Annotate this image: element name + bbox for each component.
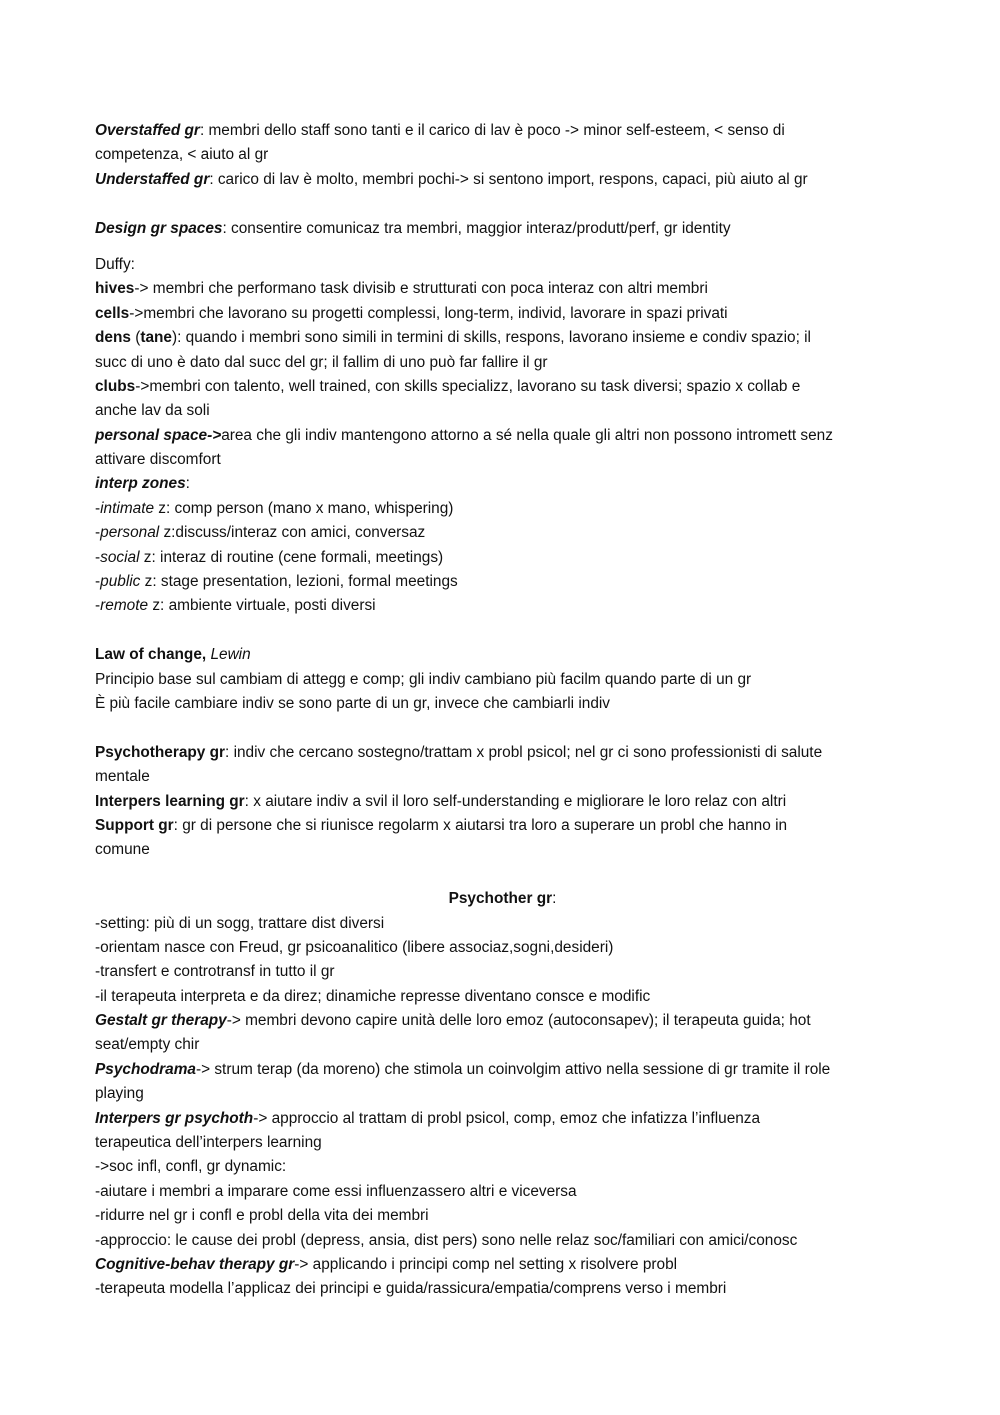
psychother-heading-colon: : — [552, 890, 557, 908]
interpers-psychoth-line-cont — [95, 1131, 910, 1155]
zone-item — [95, 497, 910, 521]
interpers-learning-term: Interpers learning gr — [95, 792, 245, 810]
interpers-learning-text: : x aiutare indiv a svil il loro self-understanding e migliorare le loro relaz con altri — [244, 792, 787, 810]
overstaffed-term: Overstaffed gr — [95, 122, 200, 139]
cbt-text: -> applicando i principi comp nel setting x risolvere probl — [294, 1255, 678, 1273]
dens-line — [95, 326, 910, 350]
zone-name: personal — [100, 524, 160, 542]
dens-text: ): quando i membri sono simili in termini di skills, respons, lavorano insieme e condiv spazio; il — [171, 329, 811, 347]
psychother-line: -il terapeuta interpreta e da direz; dinamiche represse diventano consce e modific — [95, 987, 651, 1005]
dens-paren: ( — [130, 329, 141, 347]
cbt-line — [95, 1253, 910, 1277]
blank-line — [95, 863, 910, 887]
overstaffed-text-cont: competenza, < aiuto al gr — [95, 146, 269, 164]
psychother-line: ->soc infl, confl, gr dynamic: — [95, 1158, 287, 1176]
interpers-psychoth-text-cont: terapeutica dell’interpers learning — [95, 1134, 322, 1152]
cells-line — [95, 302, 910, 326]
cells-text: ->membri che lavorano su progetti complessi, long-term, individ, lavorare in spazi privati — [129, 304, 728, 322]
blank-line — [95, 716, 910, 740]
zone-prefix: - — [95, 573, 101, 591]
support-gr-text-cont: comune — [95, 841, 150, 859]
personal-space-line-cont — [95, 448, 910, 472]
psychother-line: -ridurre nel gr i confl e probl della vita dei membri — [95, 1207, 429, 1225]
psychotherapy-gr-text-cont: mentale — [95, 768, 150, 786]
interpers-psychoth-line — [95, 1107, 910, 1131]
zone-item — [95, 570, 910, 594]
dens-line-cont — [95, 351, 910, 375]
hives-line — [95, 277, 910, 301]
interpers-learning-line — [95, 790, 910, 814]
psychotherapy-gr-line-cont — [95, 765, 910, 789]
clubs-line — [95, 375, 910, 399]
design-term: Design gr spaces — [95, 219, 223, 237]
interp-zones-colon: : — [185, 475, 190, 493]
psychotherapy-gr-term: Psychotherapy gr — [95, 743, 226, 761]
overstaffed-line — [95, 119, 910, 143]
understaffed-term: Understaffed gr — [95, 170, 210, 188]
law-of-change-author: Lewin — [206, 646, 251, 664]
zone-prefix: - — [95, 548, 101, 566]
psychother-line: -transfert e controtransf in tutto il gr — [95, 963, 335, 981]
zone-prefix: - — [95, 524, 101, 542]
zone-name: public — [100, 573, 141, 591]
hives-text: -> membri che performano task divisib e strutturati con poca interaz con altri membri — [134, 280, 708, 298]
zone-text: z: comp person (mano x mano, whispering) — [154, 499, 454, 517]
paragraph-gap — [95, 241, 910, 253]
personal-space-text: area che gli indiv mantengono attorno a sé nella quale gli altri non possono intromett senz — [221, 426, 833, 444]
clubs-term: clubs — [95, 377, 136, 395]
zone-text: z: stage presentation, lezioni, formal meetings — [140, 573, 458, 591]
zone-text: z: ambiente virtuale, posti diversi — [148, 597, 376, 615]
zone-prefix: - — [95, 499, 101, 517]
clubs-line-cont — [95, 399, 910, 423]
gestalt-text-cont: seat/empty chir — [95, 1036, 200, 1054]
interpers-psychoth-text: -> approccio al trattam di probl psicol, comp, emoz che infatizza l’influenza — [253, 1109, 761, 1127]
psychodrama-text-cont: playing — [95, 1085, 144, 1103]
zone-item — [95, 594, 910, 618]
psychotherapy-gr-text: : indiv che cercano sostegno/trattam x probl psicol; nel gr ci sono professionisti di salute — [225, 743, 823, 761]
law-of-change-line: Principio base sul cambiam di attegg e comp; gli indiv cambiano più facilm quando parte di un gr — [95, 670, 752, 688]
zone-item — [95, 521, 910, 545]
psychodrama-term: Psychodrama — [95, 1060, 196, 1078]
support-gr-term: Support gr — [95, 816, 174, 834]
law-of-change-term: Law of change, — [95, 646, 207, 664]
gestalt-text: -> membri devono capire unità delle loro emoz (autoconsapev); il terapeuta guida; hot — [226, 1012, 811, 1030]
psychother-line: -approccio: le cause dei probl (depress, ansia, dist pers) sono nelle relaz soc/familiari con amici/conosc — [95, 1231, 798, 1249]
support-gr-line — [95, 814, 910, 838]
gestalt-line — [95, 1009, 910, 1033]
personal-space-text-cont: attivare discomfort — [95, 451, 221, 469]
clubs-text: ->membri con talento, well trained, con skills specializz, lavorano su task diversi; spazio x collab e — [135, 377, 801, 395]
support-gr-text: : gr di persone che si riunisce regolarm x aiutarsi tra loro a superare un probl che hanno in — [173, 816, 788, 834]
psychodrama-line-cont — [95, 1082, 910, 1106]
overstaffed-line-cont — [95, 143, 910, 167]
psychotherapy-gr-line — [95, 741, 910, 765]
design-line — [95, 217, 910, 241]
interp-zones-term: interp zones — [95, 475, 186, 493]
psychother-line: -setting: più di un sogg, trattare dist diversi — [95, 914, 385, 932]
understaffed-text: : carico di lav è molto, membri pochi-> si sentono import, respons, capaci, più aiuto al gr — [209, 170, 808, 188]
clubs-text-cont: anche lav da soli — [95, 402, 210, 420]
interp-zones-line — [95, 472, 910, 496]
personal-space-line — [95, 424, 910, 448]
duffy-heading: Duffy: — [95, 255, 135, 273]
zone-item — [95, 546, 910, 570]
law-of-change-line: È più facile cambiare indiv se sono parte di un gr, invece che cambiarli indiv — [95, 694, 610, 712]
psychother-heading — [95, 887, 910, 911]
zone-text: z: interaz di routine (cene formali, meetings) — [139, 548, 444, 566]
understaffed-line — [95, 168, 910, 192]
cells-term: cells — [95, 304, 130, 322]
hives-term: hives — [95, 280, 135, 298]
zone-name: intimate — [100, 499, 155, 517]
support-gr-line-cont — [95, 838, 910, 862]
blank-line — [95, 192, 910, 216]
psychother-line: -aiutare i membri a imparare come essi influenzassero altri e viceversa — [95, 1182, 577, 1200]
overstaffed-text: : membri dello staff sono tanti e il carico di lav è poco -> minor self-esteem, < senso di — [199, 122, 785, 139]
blank-line — [95, 619, 910, 643]
psychodrama-line — [95, 1058, 910, 1082]
zone-text: z:discuss/interaz con amici, conversaz — [159, 524, 426, 542]
zone-name: social — [100, 548, 140, 566]
psychodrama-text: -> strum terap (da moreno) che stimola un coinvolgim attivo nella sessione di gr tramite il role — [195, 1060, 831, 1078]
interpers-psychoth-term: Interpers gr psychoth — [95, 1109, 254, 1127]
law-of-change-heading — [95, 643, 910, 667]
cbt-term: Cognitive-behav therapy gr — [95, 1255, 295, 1273]
psychother-line: -terapeuta modella l’applicaz dei principi e guida/rassicura/empatia/comprens verso i membri — [95, 1280, 727, 1298]
gestalt-term: Gestalt gr therapy — [95, 1012, 227, 1030]
design-text: : consentire comunicaz tra membri, maggior interaz/produtt/perf, gr identity — [222, 219, 731, 237]
dens-term: dens — [95, 329, 131, 347]
dens-text-cont: succ di uno è dato dal succ del gr; il fallim di uno può far fallire il gr — [95, 353, 548, 371]
dens-term-italian: tane — [140, 329, 172, 347]
zone-prefix: - — [95, 597, 101, 615]
zone-name: remote — [100, 597, 149, 615]
gestalt-line-cont — [95, 1033, 910, 1057]
psychother-heading-term: Psychother gr — [448, 890, 553, 908]
psychother-line: -orientam nasce con Freud, gr psicoanalitico (libere associaz,sogni,desideri) — [95, 938, 614, 956]
personal-space-term: personal space-> — [95, 426, 222, 444]
